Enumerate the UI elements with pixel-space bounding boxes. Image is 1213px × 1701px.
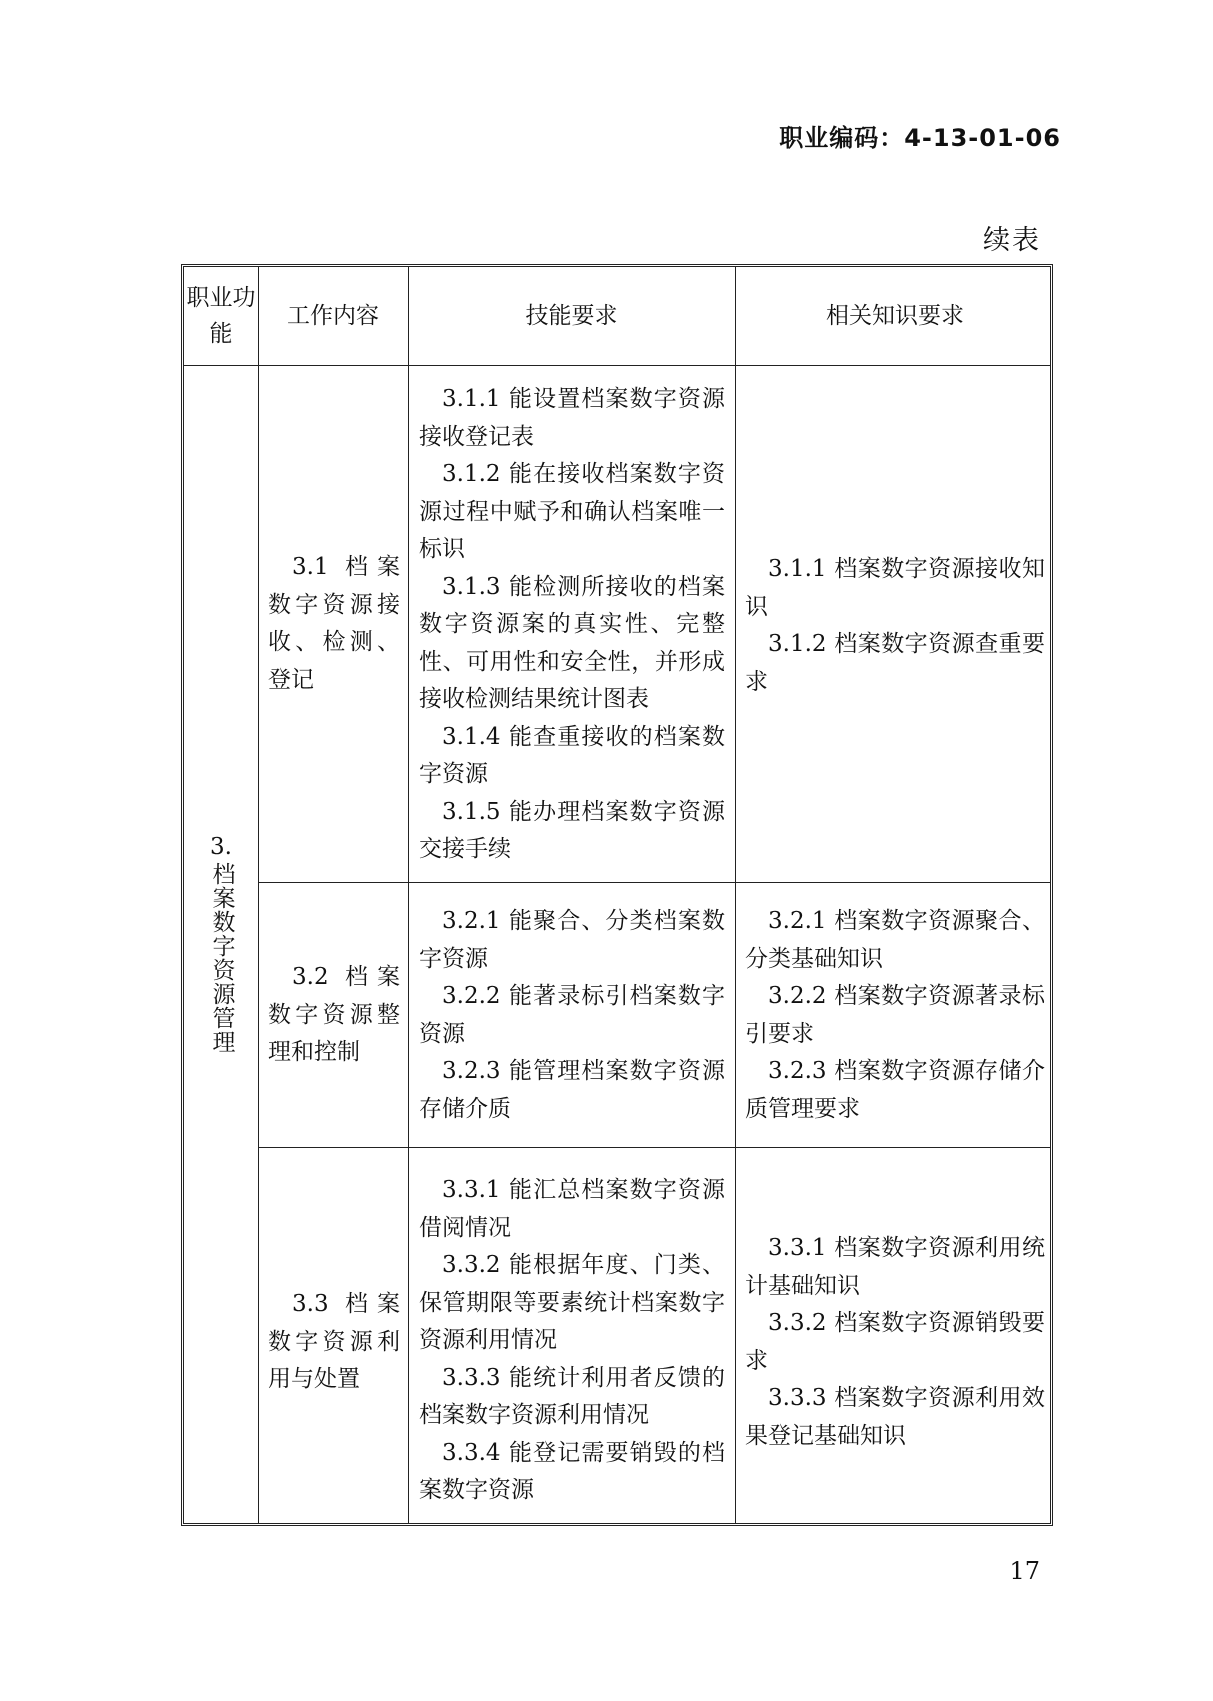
function-cell <box>184 365 258 1523</box>
function-name: 档案数字资源管理 <box>208 861 235 1054</box>
work-text: 3.3 档案数字资源利用与处置 <box>268 1291 400 1392</box>
skill-item: 3.3.4 能登记需要销毁的档案数字资源 <box>419 1439 725 1503</box>
skill-item: 3.2.1 能聚合、分类档案数字资源 <box>419 908 725 972</box>
knowledge-cell <box>745 551 1045 701</box>
skill-item: 3.1.3 能检测所接收的档案数字资源案的真实性、完整性、可用性和安全性，并形成接收检测结果统计图表 <box>419 573 725 712</box>
work-cell <box>268 549 400 699</box>
header-knowledge: 相关知识要求 <box>826 303 964 329</box>
row-divider <box>258 1147 1050 1148</box>
knowledge-item: 3.3.3 档案数字资源利用效果登记基础知识 <box>745 1385 1045 1449</box>
page-number: 17 <box>1009 1557 1040 1585</box>
skills-cell <box>419 381 725 869</box>
skill-item: 3.2.3 能管理档案数字资源存储介质 <box>419 1058 725 1122</box>
work-cell <box>268 959 400 1072</box>
col-divider <box>735 267 736 1523</box>
skill-item: 3.1.2 能在接收档案数字资源过程中赋予和确认档案唯一标识 <box>419 461 725 562</box>
skill-item: 3.1.4 能查重接收的档案数字资源 <box>419 723 725 787</box>
knowledge-item: 3.2.3 档案数字资源存储介质管理要求 <box>745 1058 1045 1122</box>
knowledge-cell <box>745 903 1045 1128</box>
knowledge-cell <box>745 1230 1045 1455</box>
skill-item: 3.3.2 能根据年度、门类、保管期限等要素统计档案数字资源利用情况 <box>419 1252 725 1353</box>
knowledge-item: 3.3.2 档案数字资源销毁要求 <box>745 1310 1045 1374</box>
skill-item: 3.3.3 能统计利用者反馈的档案数字资源利用情况 <box>419 1364 725 1428</box>
work-text: 3.1 档案数字资源接收、检测、登记 <box>268 554 400 693</box>
function-number: 3. <box>210 833 232 860</box>
knowledge-item: 3.2.1 档案数字资源聚合、分类基础知识 <box>745 908 1045 972</box>
header-divider <box>184 365 1050 366</box>
knowledge-item: 3.2.2 档案数字资源著录标引要求 <box>745 983 1045 1047</box>
knowledge-item: 3.3.1 档案数字资源利用统计基础知识 <box>745 1235 1045 1299</box>
col-divider <box>408 267 409 1523</box>
row-divider <box>258 882 1050 883</box>
knowledge-item: 3.1.2 档案数字资源查重要求 <box>745 631 1045 695</box>
work-cell <box>268 1286 400 1399</box>
knowledge-item: 3.1.1 档案数字资源接收知识 <box>745 556 1045 620</box>
header-function: 职业功能 <box>186 285 256 347</box>
work-text: 3.2 档案数字资源整理和控制 <box>268 964 400 1065</box>
col-divider <box>258 267 259 1523</box>
occupation-code: 职业编码：4-13-01-06 <box>779 124 1061 152</box>
skills-cell <box>419 903 725 1128</box>
continued-label: 续表 <box>983 225 1041 256</box>
skills-cell <box>419 1172 725 1510</box>
header-skills: 技能要求 <box>525 303 618 329</box>
skill-item: 3.1.1 能设置档案数字资源接收登记表 <box>419 386 725 450</box>
skills-table <box>181 264 1053 1526</box>
header-work: 工作内容 <box>287 303 379 329</box>
skill-item: 3.2.2 能著录标引档案数字资源 <box>419 983 725 1047</box>
skill-item: 3.3.1 能汇总档案数字资源借阅情况 <box>419 1177 725 1241</box>
skill-item: 3.1.5 能办理档案数字资源交接手续 <box>419 798 725 862</box>
